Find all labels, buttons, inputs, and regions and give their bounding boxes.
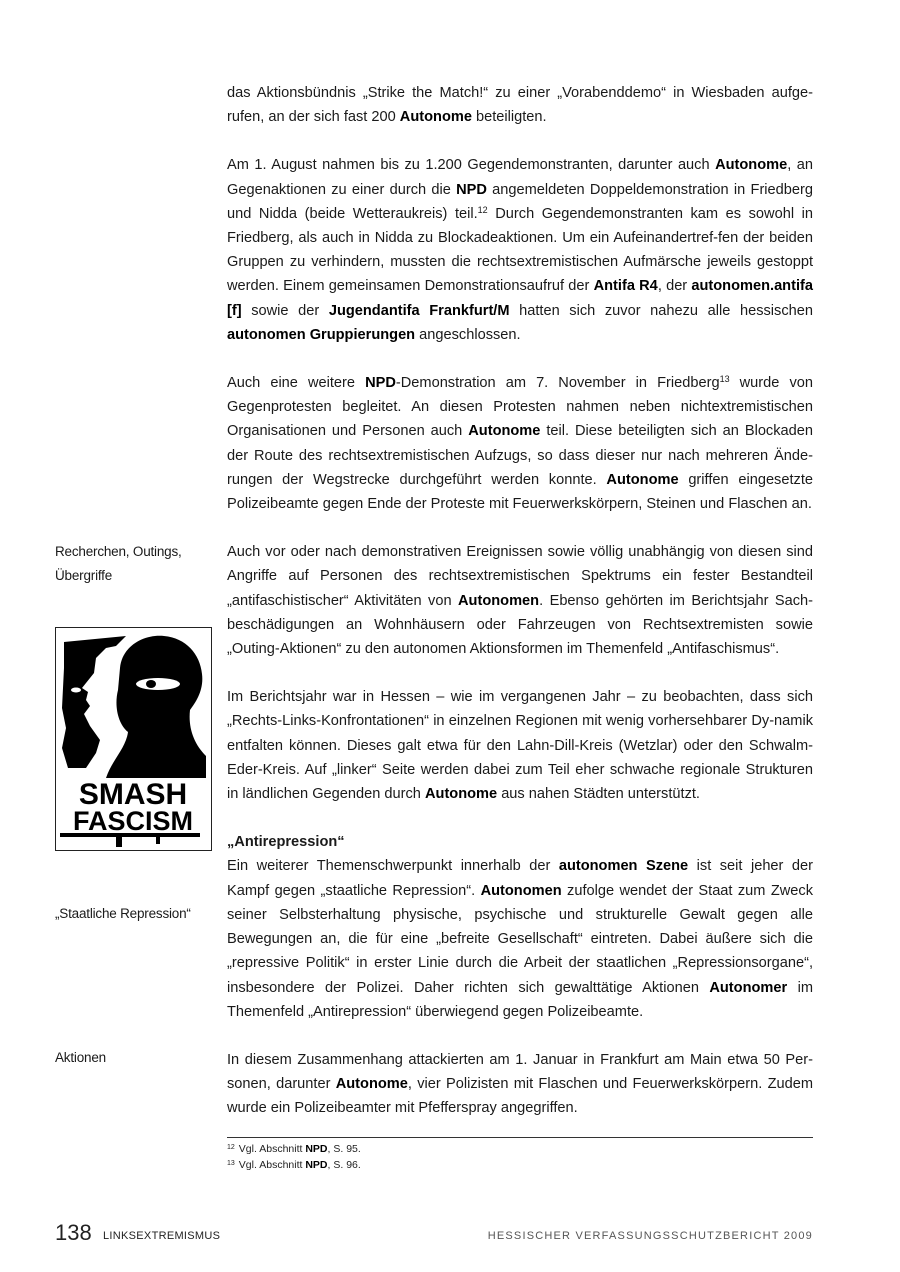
section-heading-antirepression: „Antirepression“: [227, 834, 345, 851]
paragraph-4: Auch vor oder nach demonstrativen Ereignissen sowie völlig unabhängig von diesen sind Angriffe auf Personen des rechtsextremistischen Spektrums ein fester Bestandteil „antifaschistischer“ Aktivitäten von Autonomen. Ebenso gehörten im Berichtsjahr Sach-beschädigungen an Wohnhäusern oder Fahrzeugen von Rechtsextremisten sowie „Outing-Aktionen“ zu den autonomen Aktionsformen im Themenfeld „Antifaschismus“.: [227, 544, 813, 658]
margin-note-recherchen: Recherchen, Outings, Übergriffe: [55, 544, 182, 584]
paragraph-1: das Aktionsbündnis „Strike the Match!“ zu einer „Vorabenddemo“ in Wiesbaden aufge-rufen, an der sich fast 200 Autonome beteiligten.: [227, 85, 813, 126]
footer-section-title: LINKSEXTREMISMUS: [103, 1230, 221, 1242]
footnote-ref-12: 12: [477, 204, 488, 215]
paragraph-5: Im Berichtsjahr war in Hessen – wie im vergangenen Jahr – zu beobachten, dass sich „Rechts-Links-Konfrontationen“ in einzelnen Regionen mit wenig vorhersehbarer Dy-namik entfalten können. Dieses galt etwa für den Lahn-Dill-Kreis (Wetzlar) oder den Schwalm-Eder-Kreis. Auf „linker“ Seite werden dabei zum Teil eher schwache regionale Strukturen in ländlichen Gegenden durch Autonome aus nahen Städten unterstützt.: [227, 689, 813, 803]
paragraph-3: Auch eine weitere NPD-Demonstration am 7. November in Friedberg$^{13}$ wurde von Gegenprotesten begleitet. An diesen Protesten nahmen neben nichtextremistischen Organisationen und Personen auch Autonome teil. Diese beteiligten sich an Blockaden der Route des rechtsextremistischen Aufzugs, so dass dieser nur nach mehreren Ände-rungen der Wegstrecke durchgeführt werden konnte. Autonome griffen eingesetzte Polizeibeamte gegen Ende der Proteste mit Feuerwerkskörpern, Steinen und Flaschen an.: [227, 374, 813, 513]
footnote-ref-13: 13: [719, 374, 730, 385]
smash-fascism-poster-image: [55, 627, 212, 851]
footnote-12: $^{12}$ Vgl. Abschnitt NPD, S. 95.: [227, 1143, 361, 1155]
footer-publication-title: HESSISCHER VERFASSUNGSSCHUTZBERICHT 2009: [487, 1230, 813, 1242]
footnote-rule: [227, 1137, 813, 1138]
page-number: 138: [55, 1220, 92, 1245]
footnotes: [227, 1141, 361, 1173]
masked-figures-illustration: [56, 628, 211, 850]
footnote-13: $^{13}$ Vgl. Abschnitt NPD, S. 96.: [227, 1159, 361, 1171]
margin-note-aktionen: Aktionen: [55, 1050, 106, 1065]
paragraph-7: In diesem Zusammenhang attackierten am 1. Januar in Frankfurt am Main etwa 50 Per-sonen, darunter Autonome, vier Polizisten mit Flaschen und Feuerwerkskörpern. Zudem wurde ein Polizeibeamter mit Pfefferspray angegriffen.: [227, 1051, 813, 1117]
paragraph-2: Am 1. August nahmen bis zu 1.200 Gegendemonstranten, darunter auch Autonome, an Gegenaktionen zu einer durch die NPD angemeldeten Doppeldemonstration in Friedberg und Nidda (beide Wetteraukreis) teil.$^{12}$ Durch Gegendemonstranten kam es sowohl in Friedberg, als auch in Nidda zu Blockadeaktionen. Um ein Aufeinandertref-fen der beiden Gruppen zu verhindern, mussten die rechtsextremistischen Aufmärsche jeweils gestoppt werden. Einem gemeinsamen Demonstrationsaufruf der Antifa R4, der autonomen.antifa [f] sowie der Jugendantifa Frankfurt/M hatten sich zuvor nahezu alle hessischen autonomen Gruppierungen angeschlossen.: [227, 157, 814, 343]
poster-line-1: SMASH: [78, 778, 188, 811]
main-text-column: [227, 81, 813, 1121]
margin-note-staatliche-repression: „Staatliche Repression“: [55, 906, 191, 921]
poster-line-2: FASCISM: [72, 806, 194, 836]
paragraph-6: Ein weiterer Themenschwerpunkt innerhalb der autonomen Szene ist seit jeher der Kampf gegen „staatliche Repression“. Autonomen zufolge wendet der Staat zum Zweck seiner Selbsterhaltung physische, psychische und strukturelle Gewalt gegen alle Bewegungen an, die für eine „befreite Gesellschaft“ eintreten. Dabei äußere sich die „repressive Politik“ in erster Linie durch die Arbeit der staatlichen „Repressionsorgane“, insbesondere der Polizei. Daher richten sich gewalttätige Aktionen Autonomer im Themenfeld „Antirepression“ überwiegend gegen Polizeibeamte.: [227, 858, 813, 1020]
